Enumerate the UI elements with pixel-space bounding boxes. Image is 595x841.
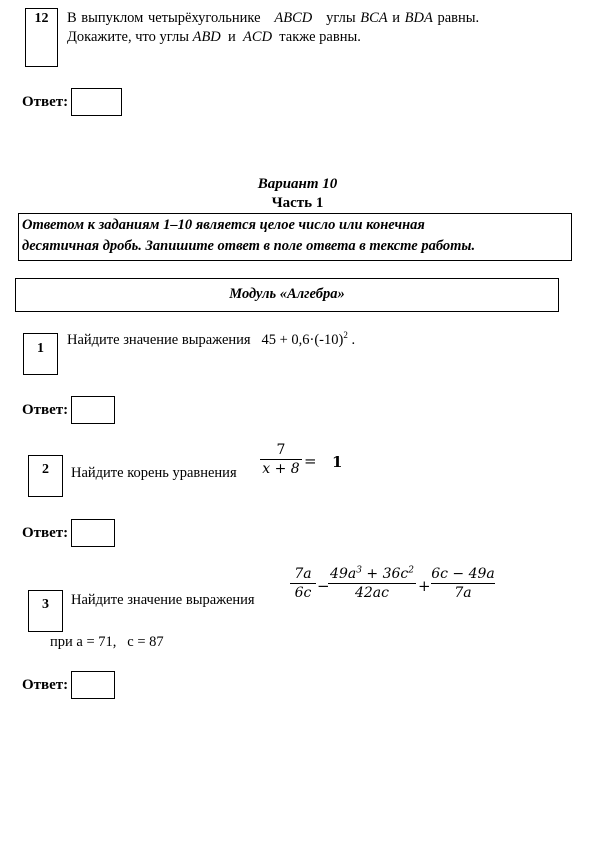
task-2-equals: = <box>304 452 317 470</box>
task-3-fraction-1: 7a 6c <box>290 566 316 601</box>
task-2-rhs: 1 <box>332 453 343 471</box>
instructions-line-1: Ответом к заданиям 1–10 является целое число или конечная <box>22 217 425 233</box>
task-12-line-2: Докажите, что углы ABD и ACD также равны. <box>67 29 361 45</box>
module-title: Модуль «Алгебра» <box>229 286 345 302</box>
answer-label-2: Ответ: <box>22 525 69 541</box>
task-3-text: Найдите значение выражения <box>71 592 255 608</box>
instructions-line-2: десятичная дробь. Запишите ответ в поле ответа в тексте работы. <box>22 238 476 254</box>
task-12-line-1: В выпуклом четырёхугольнике ABCD углы BCA и BDA равны. <box>67 10 480 26</box>
answer-field-3[interactable] <box>71 671 115 699</box>
task-3-fraction-3: 6c − 49a 7a <box>431 566 495 601</box>
answer-label-1: Ответ: <box>22 402 69 418</box>
task-3-number-box <box>28 590 63 632</box>
variant-title: Вариант 10 <box>257 176 338 192</box>
task-1-text: Найдите значение выражения $45 + 0,6\cdot(-10)^2$ . <box>67 330 356 348</box>
task-12-number-box <box>25 8 58 67</box>
answer-field-2[interactable] <box>71 519 115 547</box>
task-2-number-box <box>28 455 63 497</box>
task-3-condition: при a = 71, c = 87 <box>50 634 164 650</box>
task-2-fraction: 7 x + 8 <box>260 442 302 477</box>
quadrilateral-name: ABCD <box>274 10 313 26</box>
answer-field-1[interactable] <box>71 396 115 424</box>
part-title: Часть 1 <box>271 195 324 211</box>
task-12-number: 12 <box>34 11 49 26</box>
task-1-number-box <box>23 333 58 375</box>
task-3-plus: + <box>418 577 431 595</box>
task-2-number: 2 <box>42 462 49 477</box>
task-1-number: 1 <box>37 341 44 356</box>
task-3-number: 3 <box>42 597 49 612</box>
task-3-fraction-2: $49a^3 + 36c^2$ 42ac <box>328 566 416 601</box>
answer-field-12[interactable] <box>71 88 122 116</box>
answer-label-12: Ответ: <box>22 94 69 110</box>
answer-label-3: Ответ: <box>22 677 69 693</box>
task-3-minus: − <box>317 577 330 595</box>
task-2-text: Найдите корень уравнения <box>71 465 237 481</box>
task-1-expression: 45 + 0,6·(-10) <box>261 332 344 348</box>
